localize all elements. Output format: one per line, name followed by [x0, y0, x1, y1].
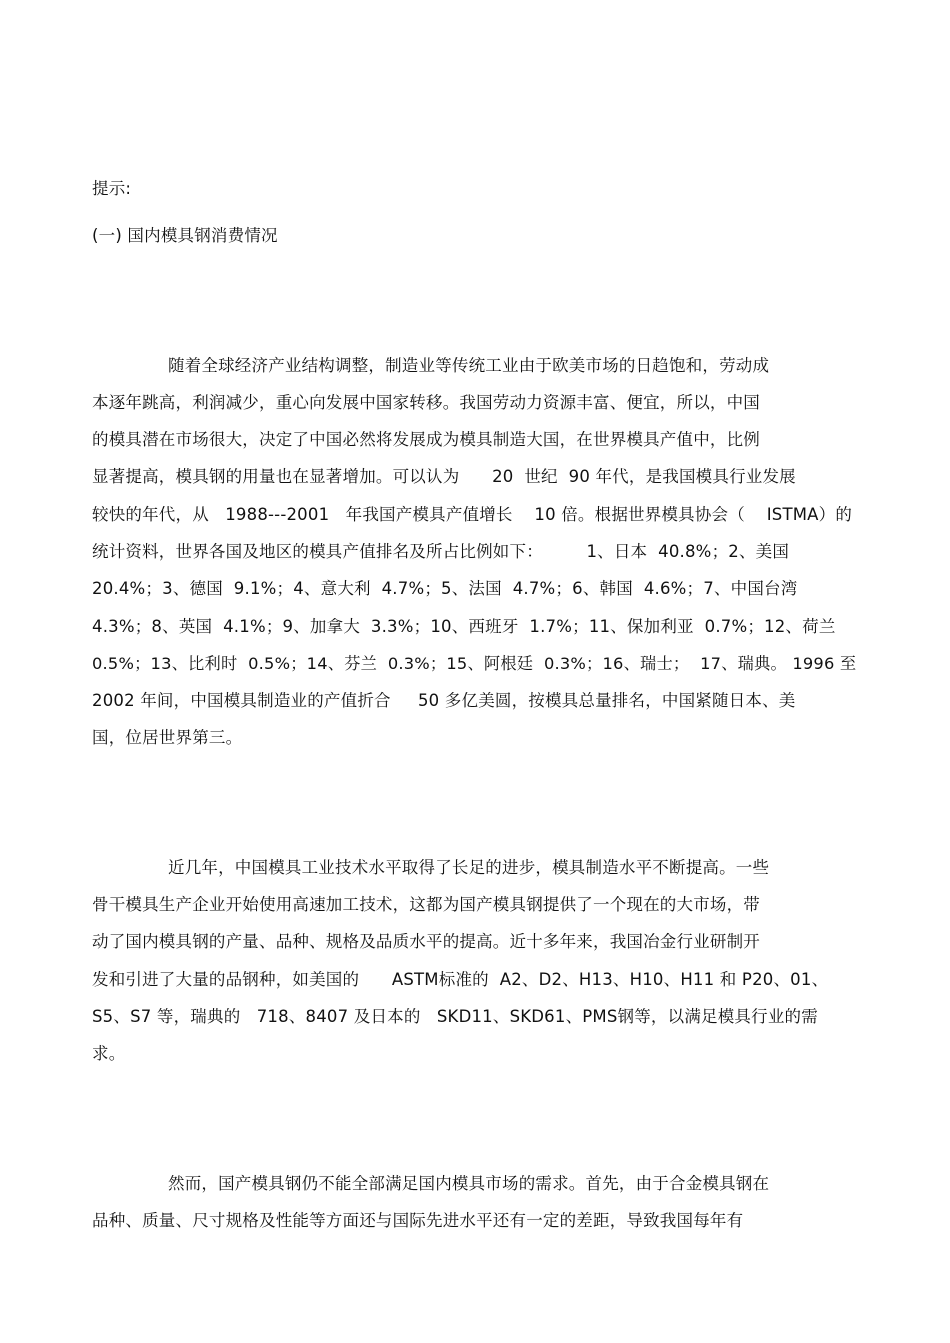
paragraph-line: 近几年，中国模具工业技术水平取得了长足的进步，模具制造水平不断提高。一些: [168, 858, 770, 877]
paragraph-line: 统计资料，世界各国及地区的模具产值排名及所占比例如下： 1、日本 40.8%；2、美国: [92, 542, 790, 561]
paragraph-line: 求。: [92, 1044, 126, 1063]
section-title: (一) 国内模具钢消费情况: [92, 226, 278, 245]
paragraph-line: 较快的年代，从 1988---2001 年我国产模具产值增长 10 倍。根据世界模具协会（ ISTMA）的: [92, 505, 853, 524]
paragraph-line: 20.4%；3、德国 9.1%；4、意大利 4.7%；5、法国 4.7%；6、韩国 4.6%；7、中国台湾: [92, 579, 798, 598]
paragraph-line: 随着全球经济产业结构调整，制造业等传统工业由于欧美市场的日趋饱和，劳动成: [168, 356, 770, 375]
hint-label: 提示:: [92, 179, 132, 198]
paragraph-line: 品种、质量、尺寸规格及性能等方面还与国际先进水平还有一定的差距，导致我国每年有: [92, 1211, 744, 1230]
paragraph-line: 本逐年跳高，利润减少，重心向发展中国家转移。我国劳动力资源丰富、便宜，所以，中国: [92, 393, 760, 412]
paragraph-line: 骨干模具生产企业开始使用高速加工技术，这都为国产模具钢提供了一个现在的大市场，带: [92, 895, 760, 914]
paragraph-line: 2002 年间，中国模具制造业的产值折合 50 多亿美圆，按模具总量排名，中国紧随日本、美: [92, 691, 796, 710]
paragraph-line: 发和引进了大量的品钢种，如美国的 ASTM标准的 A2、D2、H13、H10、H11 和 P20、01、: [92, 970, 829, 989]
paragraph-line: 国，位居世界第三。: [92, 728, 243, 747]
paragraph-line: 显著提高，模具钢的用量也在显著增加。可以认为 20 世纪 90 年代，是我国模具行业发展: [92, 467, 796, 486]
paragraph-line: 的模具潜在市场很大，决定了中国必然将发展成为模具制造大国，在世界模具产值中，比例: [92, 430, 760, 449]
paragraph-line: 4.3%；8、英国 4.1%；9、加拿大 3.3%；10、西班牙 1.7%；11、保加利亚 0.7%；12、荷兰: [92, 617, 836, 636]
paragraph-line: 动了国内模具钢的产量、品种、规格及品质水平的提高。近十多年来，我国冶金行业研制开: [92, 932, 760, 951]
paragraph-line: S5、S7 等，瑞典的 718、8407 及日本的 SKD11、SKD61、PMS钢等，以满足模具行业的需: [92, 1007, 818, 1026]
paragraph-line: 然而，国产模具钢仍不能全部满足国内模具市场的需求。首先，由于合金模具钢在: [168, 1174, 770, 1193]
paragraph-line: 0.5%；13、比利时 0.5%；14、芬兰 0.3%；15、阿根廷 0.3%；16、瑞士； 17、瑞典。 1996 至: [92, 654, 857, 673]
